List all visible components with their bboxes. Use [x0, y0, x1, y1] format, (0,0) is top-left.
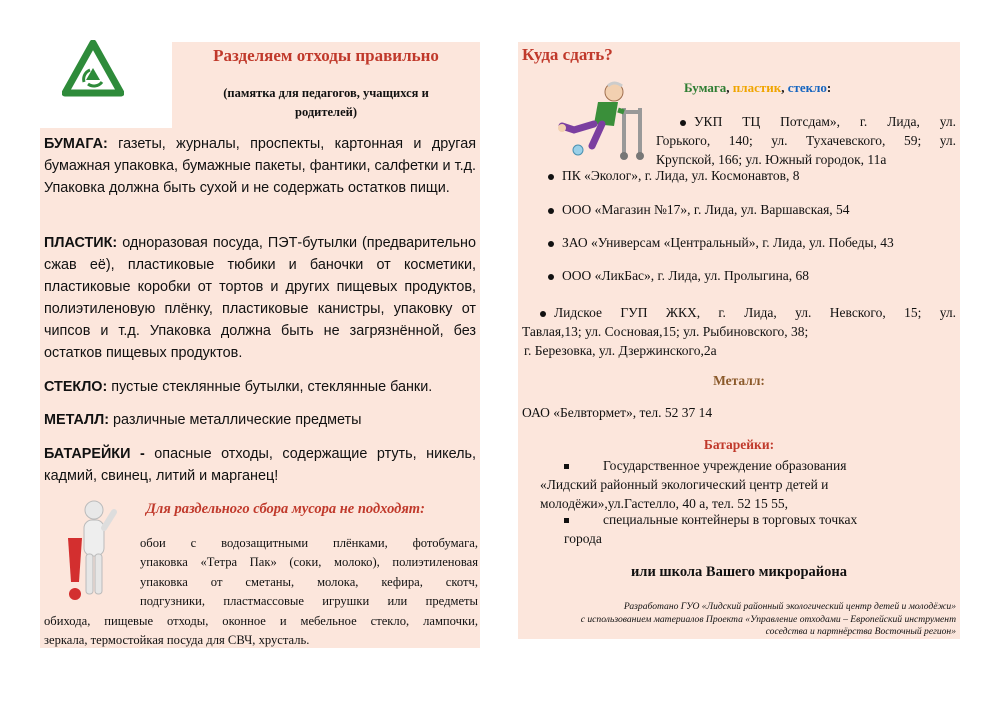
plastic-section [44, 232, 476, 364]
recycle-logo [62, 40, 124, 98]
not-suitable-line: упаковка «Тетра Пак» (соки, молоко), полиэтиленовая [140, 555, 478, 570]
subtitle-line-2: родителей) [295, 105, 357, 119]
batteries-heading: Батарейки: [703, 437, 775, 452]
address-text: ООО «ЛикБас», г. Лида, ул. Пролыгина, 68 [562, 268, 810, 283]
cat-sep-2: , [781, 80, 788, 95]
address-text: ООО «Магазин №17», г. Лида, ул. Варшавская, 54 [562, 202, 850, 217]
credits [522, 601, 956, 639]
cat-plastic: пластик [732, 80, 782, 95]
metal-address: ОАО «Белвтормет», тел. 52 37 14 [522, 405, 713, 420]
bullet-icon [680, 120, 686, 126]
school-note: или школа Вашего микрорайона [630, 564, 848, 580]
square-bullet-icon [564, 464, 569, 469]
metal-text: различные металлические предметы [109, 412, 362, 428]
metal-label: МЕТАЛЛ: [44, 412, 110, 428]
cat-sep-1: , [726, 80, 733, 95]
bullet-icon [548, 274, 554, 280]
address-zhkh [522, 303, 956, 360]
glass-label: СТЕКЛО: [44, 379, 108, 395]
address-shop17 [548, 202, 850, 218]
bullet-icon [548, 241, 554, 247]
address-line: Крупской, 166; ул. Южный городок, 11а [656, 152, 887, 167]
address-ecolog [548, 168, 799, 184]
cat-glass: стекло [787, 80, 827, 95]
not-suitable-line: упаковка от сметаны, молока, кефира, скотч, [140, 574, 478, 589]
exclamation-figure [60, 498, 130, 606]
plastic-label: ПЛАСТИК: [44, 235, 118, 251]
square-bullet-icon [564, 518, 569, 523]
not-suitable-line: подгузники, пластмассовые игрушки или предметы [140, 594, 478, 609]
metal-heading: Металл: [713, 373, 765, 388]
batteries-text: опасные отходы, содержащие ртуть, никель, кадмий, свинец, литий и марганец! [44, 446, 477, 484]
elder-recycling-figure [552, 80, 652, 164]
credit-line: соседства и партнёрства Восточный регион» [765, 626, 956, 638]
address-text: ЗАО «Универсам «Центральный», г. Лида, ул. Победы, 43 [562, 235, 894, 250]
batteries-label: БАТАРЕЙКИ - [44, 446, 145, 462]
address-potsdam [656, 112, 956, 169]
recycle-icon [62, 40, 124, 98]
battery-point-2 [564, 510, 924, 548]
battery-point-1 [540, 456, 920, 513]
address-line: Горького, 140; ул. Тухачевского, 59; ул. [656, 133, 956, 148]
paper-section [44, 133, 476, 199]
address-likbas [548, 268, 809, 284]
battery-line: «Лидский районный экологический центр детей и [540, 477, 829, 492]
not-suitable-title: Для раздельного сбора мусора не подходят: [146, 501, 425, 517]
bullet-icon [548, 174, 554, 180]
glass-text: пустые стеклянные бутылки, стеклянные банки. [107, 379, 433, 395]
categories-line [684, 80, 831, 96]
battery-line: молодёжи»,ул.Гастелло, 40 а, тел. 52 15 55, [540, 496, 788, 511]
paper-text: газеты, журналы, проспекты, картонная и другая бумажная упаковка, бумажные пакеты, фантики, салфетки и т.д. Упаковка должна быть сухой и не содержать остатков пищи. [44, 136, 476, 196]
battery-text: Государственное учреждение образования [603, 458, 847, 473]
battery-text: специальные контейнеры в торговых точках [603, 512, 858, 527]
cat-paper: Бумага [684, 80, 727, 95]
credit-line: Разработано ГУО «Лидский районный экологический центр детей и молодёжи» [623, 601, 956, 612]
address-line [656, 112, 956, 131]
not-suitable-text [140, 534, 478, 612]
bullet-icon [548, 208, 554, 214]
battery-line [564, 510, 924, 529]
batteries-section [44, 443, 476, 487]
elder-walker-icon [552, 80, 652, 164]
address-text: ПК «Эколог», г. Лида, ул. Космонавтов, 8 [562, 168, 800, 183]
glass-section [44, 376, 476, 398]
page-title: Разделяем отходы правильно [213, 46, 439, 65]
address-central [548, 235, 894, 251]
not-suitable-line: зеркала, термостойкая посуда для СВЧ, хрусталь. [44, 633, 310, 648]
bullet-icon [540, 311, 546, 317]
cat-colon: : [826, 80, 832, 95]
address-line: Тавлая,13; ул. Сосновая,15; ул. Рыбиновского, 38; [522, 324, 809, 339]
address-line [522, 303, 956, 322]
not-suitable-line: обои с водозащитными плёнками, фотобумага, [140, 536, 478, 550]
plastic-text: одноразовая посуда, ПЭТ-бутылки (предварительно сжав её), пластиковые тюбики и баночки от косметики, пластиковые коробки от тортов и других пищевых продуктов, полиэтиленовую плёнку, пластиковые канистры, упаковку от чипсов и т.д. Упаковка должна быть не загрязнённой, без остатков пищевых продуктов. [44, 235, 476, 361]
credit-line: с использованием материалов Проекта «Управление отходами – Европейский инструмент [580, 613, 956, 625]
address-line: г. Березовка, ул. Дзержинского,2а [524, 343, 717, 358]
not-suitable-text-wide [44, 612, 478, 651]
page-subtitle [172, 84, 480, 122]
metal-section [44, 409, 476, 431]
address-text: УКП ТЦ Потсдам», г. Лида, ул. [694, 114, 956, 129]
paper-label: БУМАГА: [44, 136, 108, 152]
battery-line: города [564, 531, 602, 546]
battery-line [540, 456, 920, 475]
address-text: Лидское ГУП ЖКХ, г. Лида, ул. Невского, 15; ул. [554, 305, 956, 320]
subtitle-line-1: (памятка для педагогов, учащихся и [223, 86, 429, 100]
not-suitable-line: обихода, пищевые отходы, оконное и мебельное стекло, лампочки, [44, 614, 478, 628]
exclamation-person-icon [60, 498, 130, 606]
where-heading: Куда сдать? [522, 45, 613, 64]
